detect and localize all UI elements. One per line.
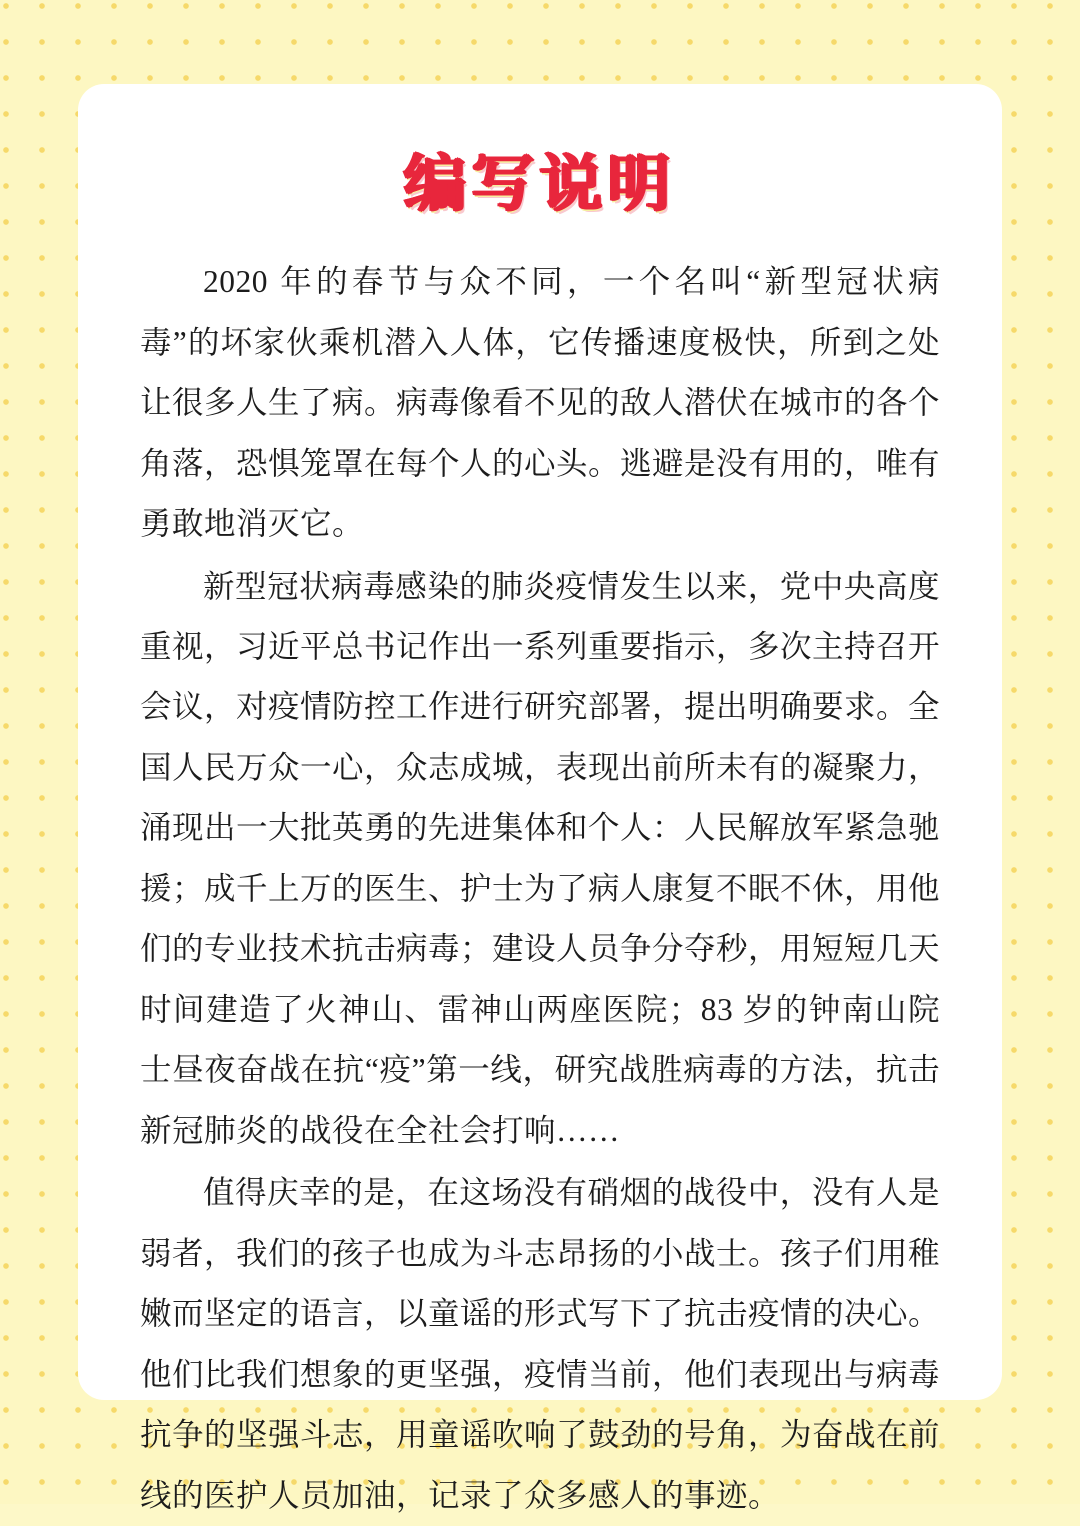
paragraph-3: 值得庆幸的是，在这场没有硝烟的战役中，没有人是弱者，我们的孩子也成为斗志昂扬的小战士。孩子们用稚嫩而坚定的语言，以童谣的形式写下了抗击疫情的决心。他们比我们想象的更坚强，疫情当前，他们表现出与病毒抗争的坚强斗志，用童谣吹响了鼓劲的号角，为奋战在前线的医护人员加油，记录了众多感人的事迹。 (140, 1175, 941, 1513)
content-card (78, 84, 1002, 1513)
paragraph-1: 2020 年的春节与众不同，一个名叫“新型冠状病毒”的坏家伙乘机潜入人体，它传播速度极快，所到之处让很多人生了病。病毒像看不见的敌人潜伏在城市的各个角落，恐惧笼罩在每个人的心头。逃避是没有用的，唯有勇敢地消灭它。 (140, 264, 941, 542)
page-title: 编写说明 (403, 147, 676, 220)
paragraph-2: 新型冠状病毒感染的肺炎疫情发生以来，党中央高度重视，习近平总书记作出一系列重要指示，多次主持召开会议，对疫情防控工作进行研究部署，提出明确要求。全国人民万众一心，众志成城，表现出前所未有的凝聚力，涌现出一大批英勇的先进集体和个人：人民解放军紧急驰援；成千上万的医生、护士为了病人康复不眠不休，用他们的专业技术抗击病毒；建设人员争分夺秒，用短短几天时间建造了火神山、雷神山两座医院；83 岁的钟南山院士昼夜奋战在抗“疫”第一线，研究战胜病毒的方法，抗击新冠肺炎的战役在全社会打响…… (140, 568, 941, 1148)
